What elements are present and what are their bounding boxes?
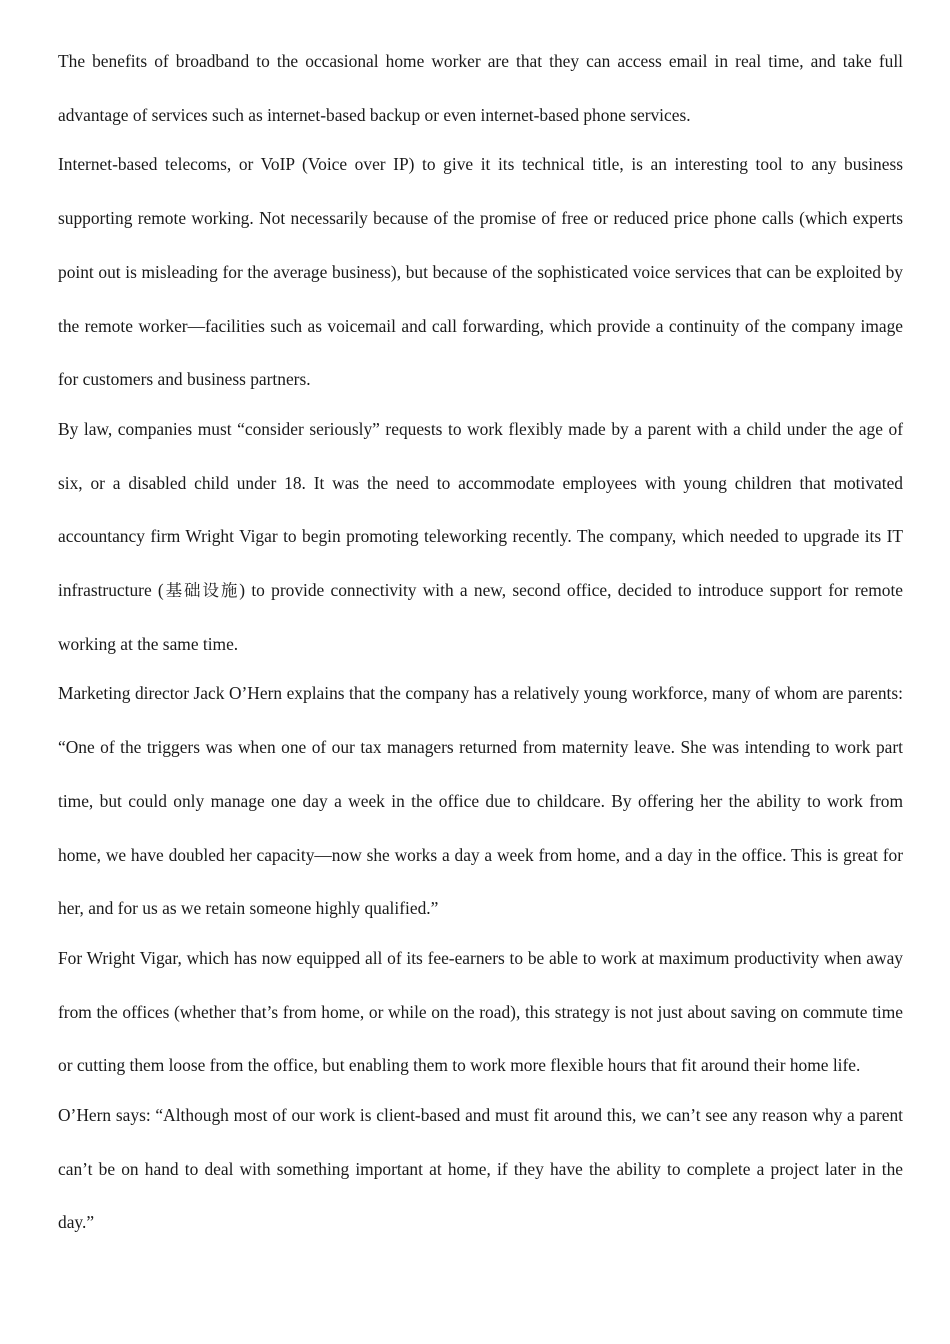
- paragraph-marketing-director-quote: Marketing director Jack O’Hern explains that the company has a relatively young workforce, many of whom are parents: “One of the triggers was when one of our tax managers returned from maternity leave. She was intending to work part time, but could only manage one day a week in the office due to childcare. By offering her the ability to work from home, we have doubled her capacity—now she works a day a week from home, and a day in the office. This is great for her, and for us as we retain someone highly qualified.”: [58, 683, 903, 919]
- paragraph-broadband-benefits: The benefits of broadband to the occasional home worker are that they can access email in real time, and take full advantage of services such as internet-based backup or even internet-based phone services.: [58, 51, 903, 125]
- paragraph-text-after-gloss: ) to provide connectivity with a new, second office, decided to introduce support for remote working at the same time.: [58, 580, 904, 654]
- paragraph-voip: Internet-based telecoms, or VoIP (Voice over IP) to give it its technical title, is an interesting tool to any business supporting remote working. Not necessarily because of the promise of free or reduced price phone calls (which experts point out is misleading for the average business), but because of the sophisticated voice services that can be exploited by the remote worker—facilities such as voicemail and call forwarding, which provide a continuity of the company image for customers and business partners.: [58, 154, 903, 390]
- paragraph-ohern-quote: O’Hern says: “Although most of our work is client-based and must fit around this, we can’t see any reason why a parent can’t be on hand to deal with something important at home, if they have the ability to complete a project later in the day.”: [58, 1105, 903, 1233]
- document-page: [58, 35, 903, 1250]
- paragraph-flexible-work-law: [58, 403, 903, 672]
- chinese-gloss: 基础设施: [163, 581, 240, 601]
- paragraph-wright-vigar-strategy: For Wright Vigar, which has now equipped all of its fee-earners to be able to work at maximum productivity when away from the offices (whether that’s from home, or while on the road), this strategy is not just about saving on commute time or cutting them loose from the office, but enabling them to work more flexible hours that fit around their home life.: [58, 947, 903, 1076]
- paragraph-text-before-gloss: By law, companies must “consider seriously” requests to work flexibly made by a parent with a child under the age of six, or a disabled child under 18. It was the need to accommodate employees with young children that motivated accountancy firm Wright Vigar to begin promoting teleworking recently. The company, which needed to upgrade its IT infrastructure (: [58, 418, 903, 601]
